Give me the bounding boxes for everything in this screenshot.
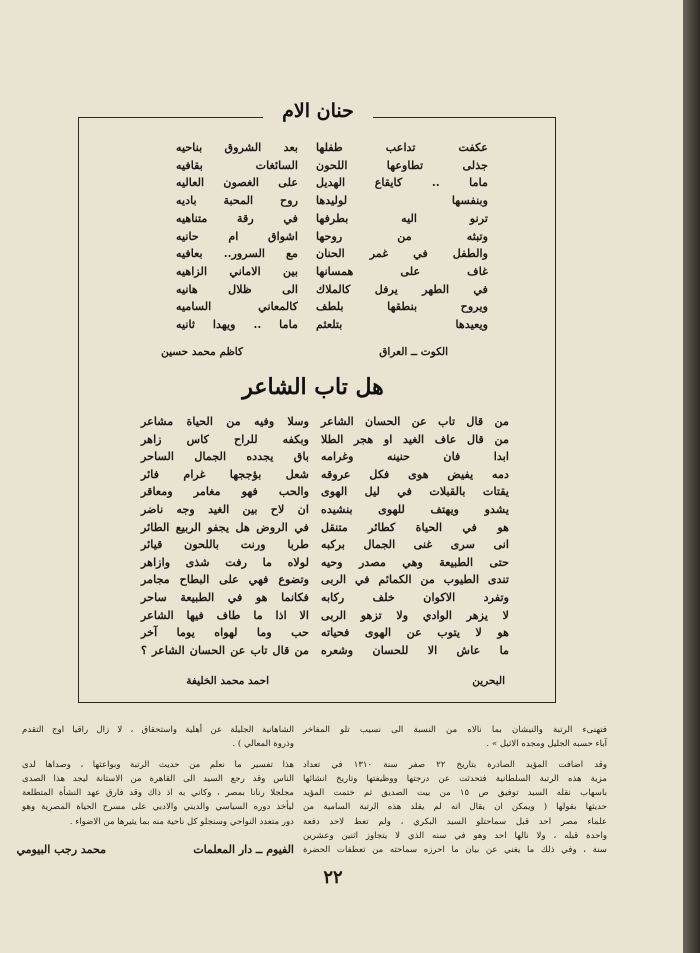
verse-line: هو لا يتوب عن الهوى فحياته — [321, 625, 509, 640]
verse-line: باق يجدده الجمال الساحر — [141, 449, 309, 464]
verse-line: ويعيدها بتلعثم — [316, 317, 488, 332]
verse-line: في الروض هل يجفو الربيع الطائر — [141, 519, 309, 534]
prose-line: وقد اضافت المؤيد الصادرة بتاريخ ٢٢ صفر سنة ١٣١٠ في تعداد — [303, 759, 608, 770]
article-left-column — [22, 723, 294, 829]
verse-line: من قال تاب عن الحسان الشاعر ؟ — [141, 642, 309, 657]
article-right-column — [303, 723, 607, 858]
prose-line: سنة ، وفي ذلك ما يغني عن بيان ما احرزه سماحته من تعطفات الحضرة — [303, 845, 607, 856]
verse-line: ان لاح بين الغيد وجه ناضر — [141, 501, 309, 516]
prose-line: هذا تفسير ما نعلم من حديث الرتبة وبواعثها ، وصداها لدى — [22, 759, 294, 770]
verse-line: كالمعاني الساميه — [176, 299, 298, 314]
verse-line: ترنو اليه بطرفها — [316, 210, 488, 225]
prose-line: آباء حسبه الجليل ومجده الاثيل » . — [486, 739, 607, 750]
verse-line: يشدو ويهتف للهوى بنشيده — [321, 501, 509, 516]
prose-line: وذروة المعالي ) . — [232, 739, 294, 750]
verse-line: وتبثه من روحها — [316, 228, 488, 243]
verse-line: فكانما هو في الطبيعة ساحر — [141, 589, 309, 604]
poem1-title: حنان الام — [263, 97, 373, 125]
verse-line: غاف على همسانها — [316, 263, 488, 278]
verse-line: يقتات بالقبلات في ليل الهوى — [321, 484, 509, 499]
verse-line: جذلى تطاوعها اللحون — [316, 157, 488, 172]
verse-line: على الغصون العاليه — [176, 175, 298, 190]
page-edge-shadow — [683, 0, 700, 953]
verse-line: حتى الطبيعة وهي مصدر وحيه — [321, 554, 509, 569]
verse-line: حب وما لهواه يوما آخر — [141, 625, 309, 640]
verse-line: في الطهر يرفل كالملاك — [316, 281, 488, 296]
verse-line: اشواق ام حانيه — [176, 228, 298, 243]
verse-line: روح المحبة باديه — [176, 193, 298, 208]
prose-line: ليأخذ دوره السياسي والديني والادبي على مسرح الحياة المصرية وهو — [22, 802, 294, 813]
poem2-place: البحرين — [472, 675, 505, 687]
verse-line: وتفرد الاكوان خلف ركابه — [321, 589, 509, 604]
verse-line: وسلا وفيه من الحياة مشاعر — [141, 414, 309, 428]
verse-line: في رقة متناهيه — [176, 210, 298, 225]
prose-line: الشاهانية الجليلة عن أهلية واستحقاق ، لا زال راقيا اوج التقدم — [22, 725, 294, 735]
poem1-place: الكوت ــ العراق — [379, 346, 448, 358]
verse-line: تندى الطيوب من الكمائم في الربى — [321, 572, 509, 587]
verse-line: لولاه ما رفت شذى وازاهر — [141, 554, 309, 569]
verse-line: دمه يفيض هوى فكل عروقه — [321, 466, 509, 481]
prose-line: مزية هذه الرتبة السلطانية فتحدثت عن درجتها ووظيفتها وتاريخ انشائها — [303, 773, 607, 784]
verse-line: بين الاماني الزاهيه — [176, 263, 298, 278]
verse-line: بعد الشروق بناحيه — [176, 140, 298, 154]
prose-line: مجلجلا رنانا بمصر ، وكاني به اذ ذاك وقد فارق عهد النشأة المتطلعة — [22, 788, 294, 799]
verse-line: وبنفسها لوليدها — [316, 193, 488, 208]
verse-line: السائغات بقافيه — [176, 157, 298, 172]
verse-line: لا يزهر الوادي ولا تزهو الربى — [321, 607, 509, 622]
verse-line: ماما .. كايقاع الهديل — [316, 175, 488, 190]
poem2-right-column — [321, 413, 509, 659]
verse-line: الى ظلال هانيه — [176, 281, 298, 296]
prose-line: حديثها بقولها ( ويمكن ان يقال انه لم يقلد هذه الرتبة السامية من — [303, 802, 607, 813]
verse-line: وبكفه للراح كاس زاهر — [141, 431, 309, 446]
verse-line: ابدا فان حنينه وغرامه — [321, 449, 509, 464]
poem1-poet: كاظم محمد حسين — [161, 346, 243, 358]
verse-line: ما عاش الا للحسان وشعره — [321, 642, 509, 657]
verse-line: شعل بؤججها غرام فائر — [141, 466, 309, 481]
page-number: ٢٢ — [323, 867, 343, 888]
poem1-left-column — [176, 139, 298, 334]
verse-line: ويروح بنطقها بلطف — [316, 299, 488, 314]
poem2-title: هل تاب الشاعر — [242, 374, 384, 400]
verse-line: ماما .. ويهدا ثانيه — [176, 317, 298, 332]
verse-line: هو في الحياة كطائر متنقل — [321, 519, 509, 534]
verse-line: من قال عاف الغيد او هجر الطلا — [321, 431, 509, 446]
verse-line: والحب فهو مغامر ومعاقر — [141, 484, 309, 499]
verse-line: والطفل في غمر الحنان — [316, 246, 488, 261]
verse-line: الا اذا ما طاف فيها الشاعر — [141, 607, 309, 622]
prose-line: فتهنىء الرتبة والنيشان بما نالاه من النسبة الى نسيب تلو المفاخر — [303, 725, 607, 735]
verse-line: وتضوع فهي على البطاح مجامر — [141, 572, 309, 587]
verse-line: من قال تاب عن الحسان الشاعر — [321, 414, 509, 428]
verse-line: مع السرور.. بعافيه — [176, 246, 298, 261]
prose-line: باسهاب نقله السيد توفيق ص ١٥ من بيت الصديق ثم ختمت المؤيد — [303, 788, 607, 799]
verse-line: عكفت تداعب طفلها — [316, 140, 488, 154]
article-city: الفيوم ــ دار المعلمات — [193, 843, 294, 856]
prose-line: علماء مصر احد قبل سماحتلو السيد البكري ، ولم تعط لاحد دفعة — [303, 816, 607, 827]
poem2-poet: احمد محمد الخليفة — [186, 675, 269, 687]
poem1-right-column — [316, 139, 488, 334]
article-author: محمد رجب البيومي — [16, 843, 106, 856]
prose-line: دور متعدد النواحي وسنجلو كل ناحية منه بما يثيرها من الاضواء . — [69, 816, 294, 827]
verse-line: طربا ورنت باللحون قيائر — [141, 537, 309, 552]
verse-line: انى سرى غنى الجمال بركبه — [321, 537, 509, 552]
prose-line: الناس وقد رجع السيد الى القاهرة من الاستانة ليجد هذا الصدى — [22, 773, 294, 784]
poem2-left-column — [141, 413, 309, 659]
prose-line: واحدة قبله ، ولا نالها احد وهو في سنه الذي لا يتجاوز اثنين وعشرين — [303, 831, 607, 842]
